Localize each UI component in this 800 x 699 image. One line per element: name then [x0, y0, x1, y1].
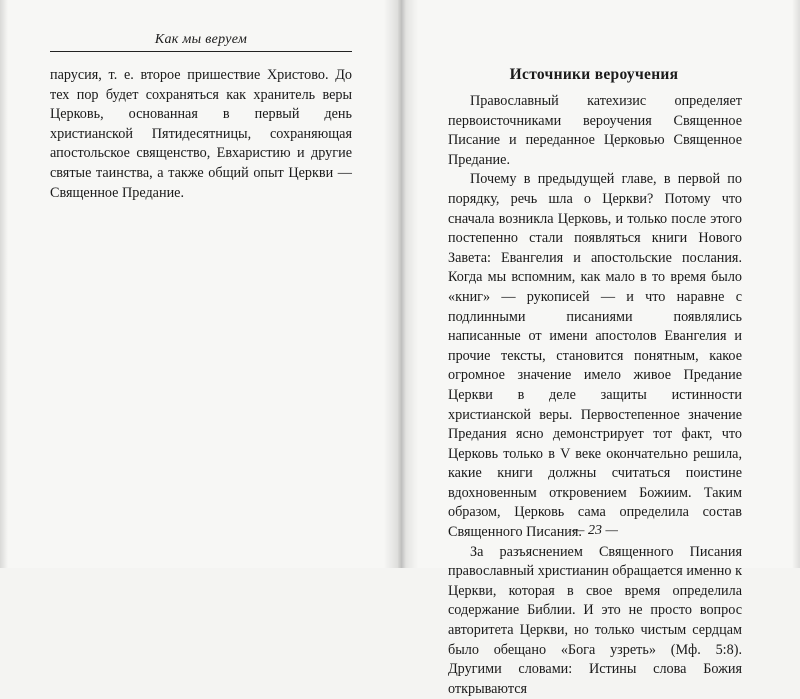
- book-gutter: [384, 0, 418, 568]
- paragraph: За разъяснением Священного Писания православный христианин обращается именно к Церкви, которая в свое время определила содержание Библии. И это не просто вопрос авторитета Церкви, но только чистым сердцам было обещано «Бога узреть» (Мф. 5:8). Другими словами: Истины слова Божия открываются: [448, 543, 742, 697]
- page-edge-shadow: [0, 0, 8, 568]
- right-page-text: [448, 92, 742, 699]
- paragraph: Почему в предыдущей главе, в первой по порядку, речь шла о Церкви? Потому что сначала возникла Церковь, и только после этого постепенно стали появляться книги Нового Завета: Евангелия и апостольские послания. Когда мы вспомним, как мало в то время было «книг» — рукописей — и что наравне с подлинными писаниями появлялись написанные от имени апостолов Евангелия и прочие тексты, становится понятным, какое огромное значение имело живое Предание Церкви в деле защиты истинности христианской веры. Первостепенное значение Предания ясно демонстрирует тот факт, что Церковь только в V веке окончательно решила, какие книги должны считаться поистине вдохновенным откровением Божиим. Таким образом, Церковь сама определила состав Священного Писания.: [448, 171, 742, 541]
- section-title: Источники вероучения: [509, 66, 679, 83]
- page-number: — 23 —: [572, 523, 618, 538]
- running-head-rule: [50, 51, 352, 52]
- paragraph: Православный катехизис определяет первоисточниками вероучения Священное Писание и переданное Церковью Священное Предание.: [448, 93, 742, 168]
- paragraph: парусия, т. е. второе пришествие Христово. До тех пор будет сохраняться как хранитель веры Церковь, основанная в первый день христианской Пятидесятницы, сохраняющая апостольское священство, Евхаристию и другие святые таинства, а также общий опыт Церкви — Священное Предание.: [50, 67, 352, 201]
- running-head: Как мы веруем: [154, 32, 248, 47]
- page-edge-shadow: [792, 0, 800, 568]
- left-page-text: [50, 66, 352, 203]
